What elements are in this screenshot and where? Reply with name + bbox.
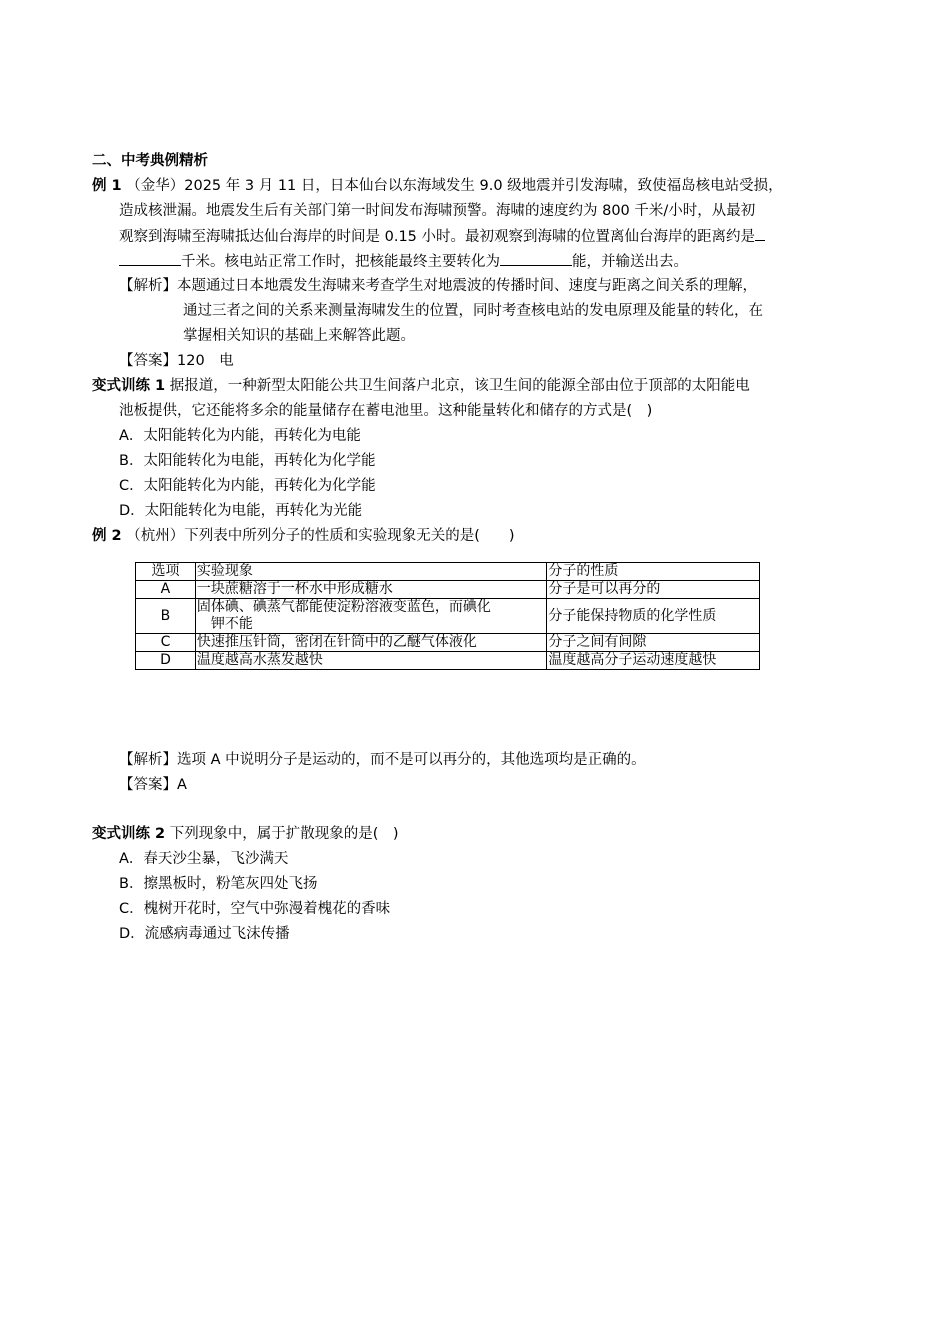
example2-analysis-label: 【解析】 [119,752,177,768]
table-cell-phenomenon [195,599,546,634]
practice1-line1 [92,376,750,396]
example1-line1 [92,176,783,196]
table-cell-property: 分子能保持物质的化学性质 [547,599,760,634]
example1-answer-label: 【答案】 [119,353,177,369]
practice2-option-a: A．春天沙尘暴，飞沙满天 [119,851,289,867]
experiment-table [135,562,760,670]
example2-analysis [119,750,646,770]
practice2-option-d: D．流感病毒通过飞沫传播 [119,926,290,942]
practice2-option-c: C．槐树开花时，空气中弥漫着槐花的香味 [119,901,391,917]
example1-label: 例 1 [92,178,122,194]
example1-blank1-start [755,226,765,241]
example2-question-text: 下列表中所列分子的性质和实验现象无关的是( ) [184,528,515,544]
example2-answer [119,775,187,795]
practice1-option-b: B．太阳能转化为电能，再转化为化学能 [119,453,376,469]
table-cell-option: A [136,581,196,599]
practice1-text1: 据报道，一种新型太阳能公共卫生间落户北京，该卫生间的能源全部由位于顶部的太阳能电 [169,378,750,394]
table-cell-option: C [136,634,196,652]
example1-line2: 造成核泄漏。地震发生后有关部门第一时间发布海啸预警。海啸的速度约为 800 千米/小时，从最初 [119,203,756,219]
table-row [136,652,760,670]
example2-question [92,526,515,546]
example1-text4b: 能，并输送出去。 [572,254,688,270]
example1-analysis-line2: 通过三者之间的关系来测量海啸发生的位置，同时考查核电站的发电原理及能量的转化，在 [183,303,763,319]
practice1-option-c: C．太阳能转化为内能，再转化为化学能 [119,478,376,494]
example1-analysis-text1: 本题通过日本地震发生海啸来考查学生对地震波的传播时间、速度与距离之间关系的理解， [177,278,757,294]
table-cell-phenomenon: 温度越高水蒸发越快 [195,652,546,670]
example1-analysis-line3: 掌握相关知识的基础上来解答此题。 [183,328,415,344]
table-cell-property: 温度越高分子运动速度越快 [547,652,760,670]
example1-answer-text: 120 电 [177,353,234,369]
practice2-question [92,824,399,844]
example1-blank1 [119,251,181,266]
example1-blank2 [500,251,572,266]
table-cell-phenomenon-line1: 固体碘、碘蒸气都能使淀粉溶液变蓝色，而碘化 [196,599,491,615]
example2-label: 例 2 [92,528,122,544]
example2-answer-text: A [177,777,187,793]
example2-source: （杭州） [126,528,185,544]
example1-line4 [119,251,688,272]
table-cell-property: 分子是可以再分的 [547,581,760,599]
example2-answer-label: 【答案】 [119,777,177,793]
practice2-option-b: B．擦黑板时，粉笔灰四处飞扬 [119,876,318,892]
example1-text4a: 千米。核电站正常工作时，把核能最终主要转化为 [181,254,500,270]
example1-line3 [119,226,765,247]
table-cell-option: B [136,599,196,634]
example1-source: （金华） [126,178,185,194]
example1-analysis-line1 [119,276,757,296]
example1-text3: 观察到海啸至海啸抵达仙台海岸的时间是 0.15 小时。最初观察到海啸的位置离仙台海岸的距离约是 [119,229,755,245]
table-cell-property: 分子之间有间隙 [547,634,760,652]
table-row [136,581,760,599]
example1-answer [119,351,234,371]
table-header-property: 分子的性质 [547,563,760,581]
practice2-label: 变式训练 2 [92,826,166,842]
table-header-phenomenon: 实验现象 [195,563,546,581]
table-header-option: 选项 [136,563,196,581]
example2-analysis-text: 选项 A 中说明分子是运动的，而不是可以再分的，其他选项均是正确的。 [177,752,646,768]
example1-text1: 2025 年 3 月 11 日，日本仙台以东海域发生 9.0 级地震并引发海啸，致使福岛核电站受损， [184,178,783,194]
table-cell-phenomenon: 一块蔗糖溶于一杯水中形成糖水 [195,581,546,599]
table-cell-option: D [136,652,196,670]
practice2-question-text: 下列现象中，属于扩散现象的是( ) [169,826,399,842]
table-cell-phenomenon: 快速推压针筒，密闭在针筒中的乙醚气体液化 [195,634,546,652]
section-title: 二、中考典例精析 [92,153,208,169]
table-row [136,599,760,634]
practice1-option-a: A．太阳能转化为内能，再转化为电能 [119,428,361,444]
table-cell-phenomenon-line2: 钾不能 [210,616,253,632]
practice1-option-d: D．太阳能转化为电能，再转化为光能 [119,503,363,519]
practice1-line2: 池板提供，它还能将多余的能量储存在蓄电池里。这种能量转化和储存的方式是( ) [119,403,653,419]
table-row [136,634,760,652]
practice1-label: 变式训练 1 [92,378,166,394]
table-header-row [136,563,760,581]
example1-analysis-label: 【解析】 [119,278,177,294]
